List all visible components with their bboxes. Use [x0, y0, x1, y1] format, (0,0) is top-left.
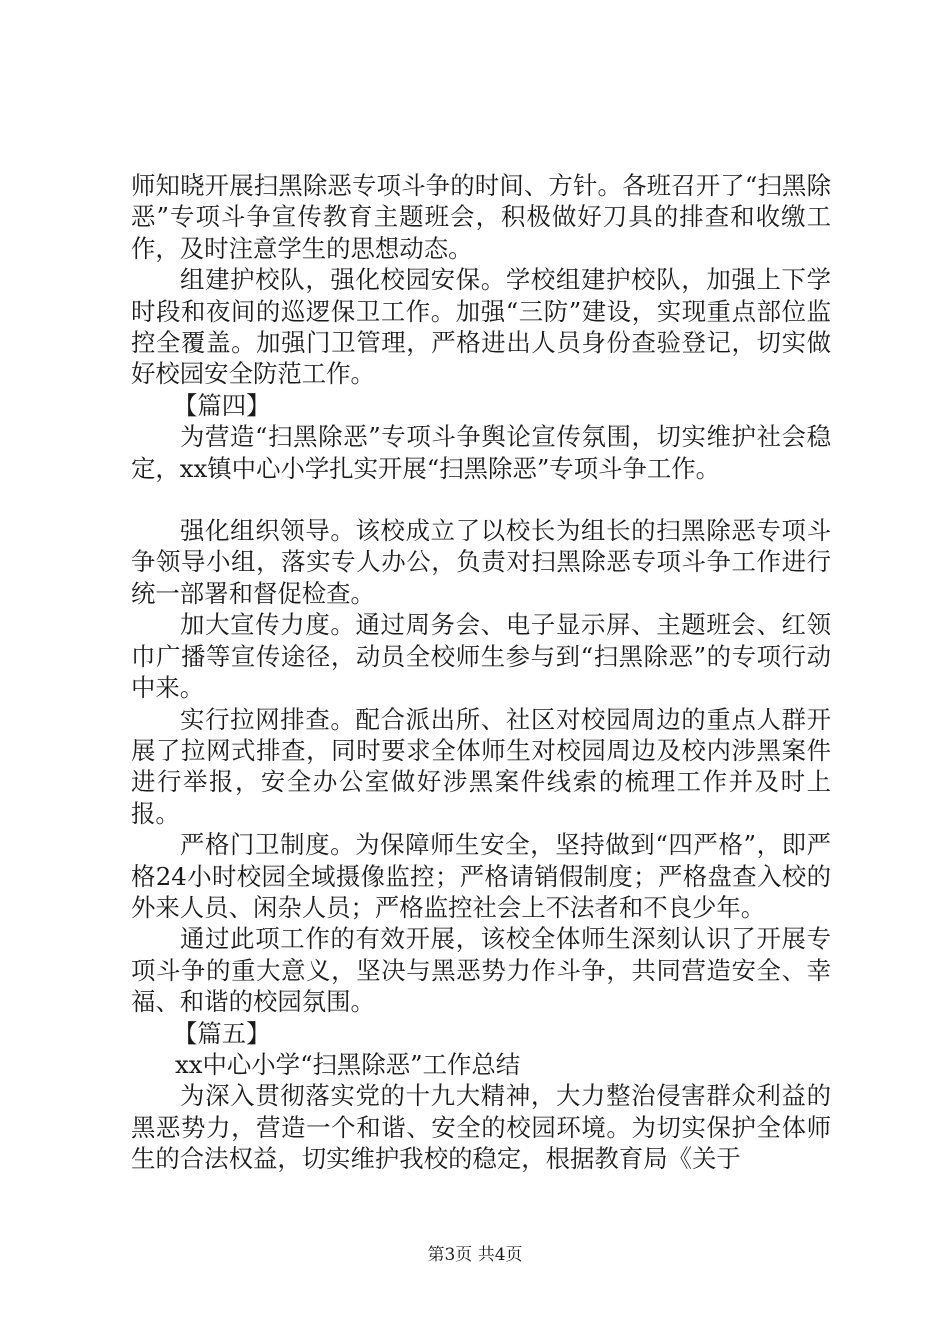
paragraph-continuation: 师知晓开展扫黑除恶专项斗争的时间、方针。各班召开了“扫黑除恶”专项斗争宣传教育主题班会，积极做好刀具的排查和收缴工作，及时注意学生的思想动态。 [131, 171, 831, 263]
paragraph-inspection: 实行拉网排查。配合派出所、社区对校园周边的重点人群开展了拉网式排查，同时要求全体师生对校园周边及校内涉黑案件进行举报，安全办公室做好涉黑案件线索的梳理工作并及时上报。 [131, 704, 831, 828]
page-number-footer: 第3页 共4页 [427, 1245, 523, 1265]
paragraph-part-four-intro: 为营造“扫黑除恶”专项斗争舆论宣传氛围，切实维护社会稳定，xx镇中心小学扎实开展“扫黑除恶”专项斗争工作。 [131, 422, 831, 483]
paragraph-leadership: 强化组织领导。该校成立了以校长为组长的扫黑除恶专项斗争领导小组，落实专人办公，负责对扫黑除恶专项斗争工作进行统一部署和督促检查。 [131, 516, 831, 608]
paragraph-part-five-intro: 为深入贯彻落实党的十九大精神，大力整治侵害群众利益的黑恶势力，营造一个和谐、安全的校园环境。为切实保护全体师生的合法权益，切实维护我校的稳定，根据教育局《关于 [131, 1081, 831, 1174]
document-body [131, 170, 831, 1175]
section-subtitle: xx中心小学“扫黑除恶”工作总结 [175, 1049, 521, 1079]
paragraph-gate-system: 严格门卫制度。为保障师生安全，坚持做到“四严格”，即严格24小时校园全域摄像监控；严格请销假制度；严格盘查入校的外来人员、闲杂人员；严格监控社会上不法者和不良少年。 [131, 830, 831, 922]
section-heading-part-five: 【篇五】 [173, 1018, 271, 1048]
section-heading-part-four: 【篇四】 [173, 390, 271, 420]
paragraph-conclusion: 通过此项工作的有效开展，该校全体师生深刻认识了开展专项斗争的重大意义，坚决与黑恶势力作斗争，共同营造安全、幸福、和谐的校园氛围。 [131, 924, 831, 1017]
blank-line [131, 484, 831, 515]
paragraph-campus-guard-team: 组建护校队，强化校园安保。学校组建护校队，加强上下学时段和夜间的巡逻保卫工作。加强“三防”建设，实现重点部位监控全覆盖。加强门卫管理，严格进出人员身份查验登记，切实做好校园安全防范工作。 [131, 265, 831, 389]
paragraph-publicity: 加大宣传力度。通过周务会、电子显示屏、主题班会、红领巾广播等宣传途径，动员全校师生参与到“扫黑除恶”的专项行动中来。 [131, 610, 831, 703]
